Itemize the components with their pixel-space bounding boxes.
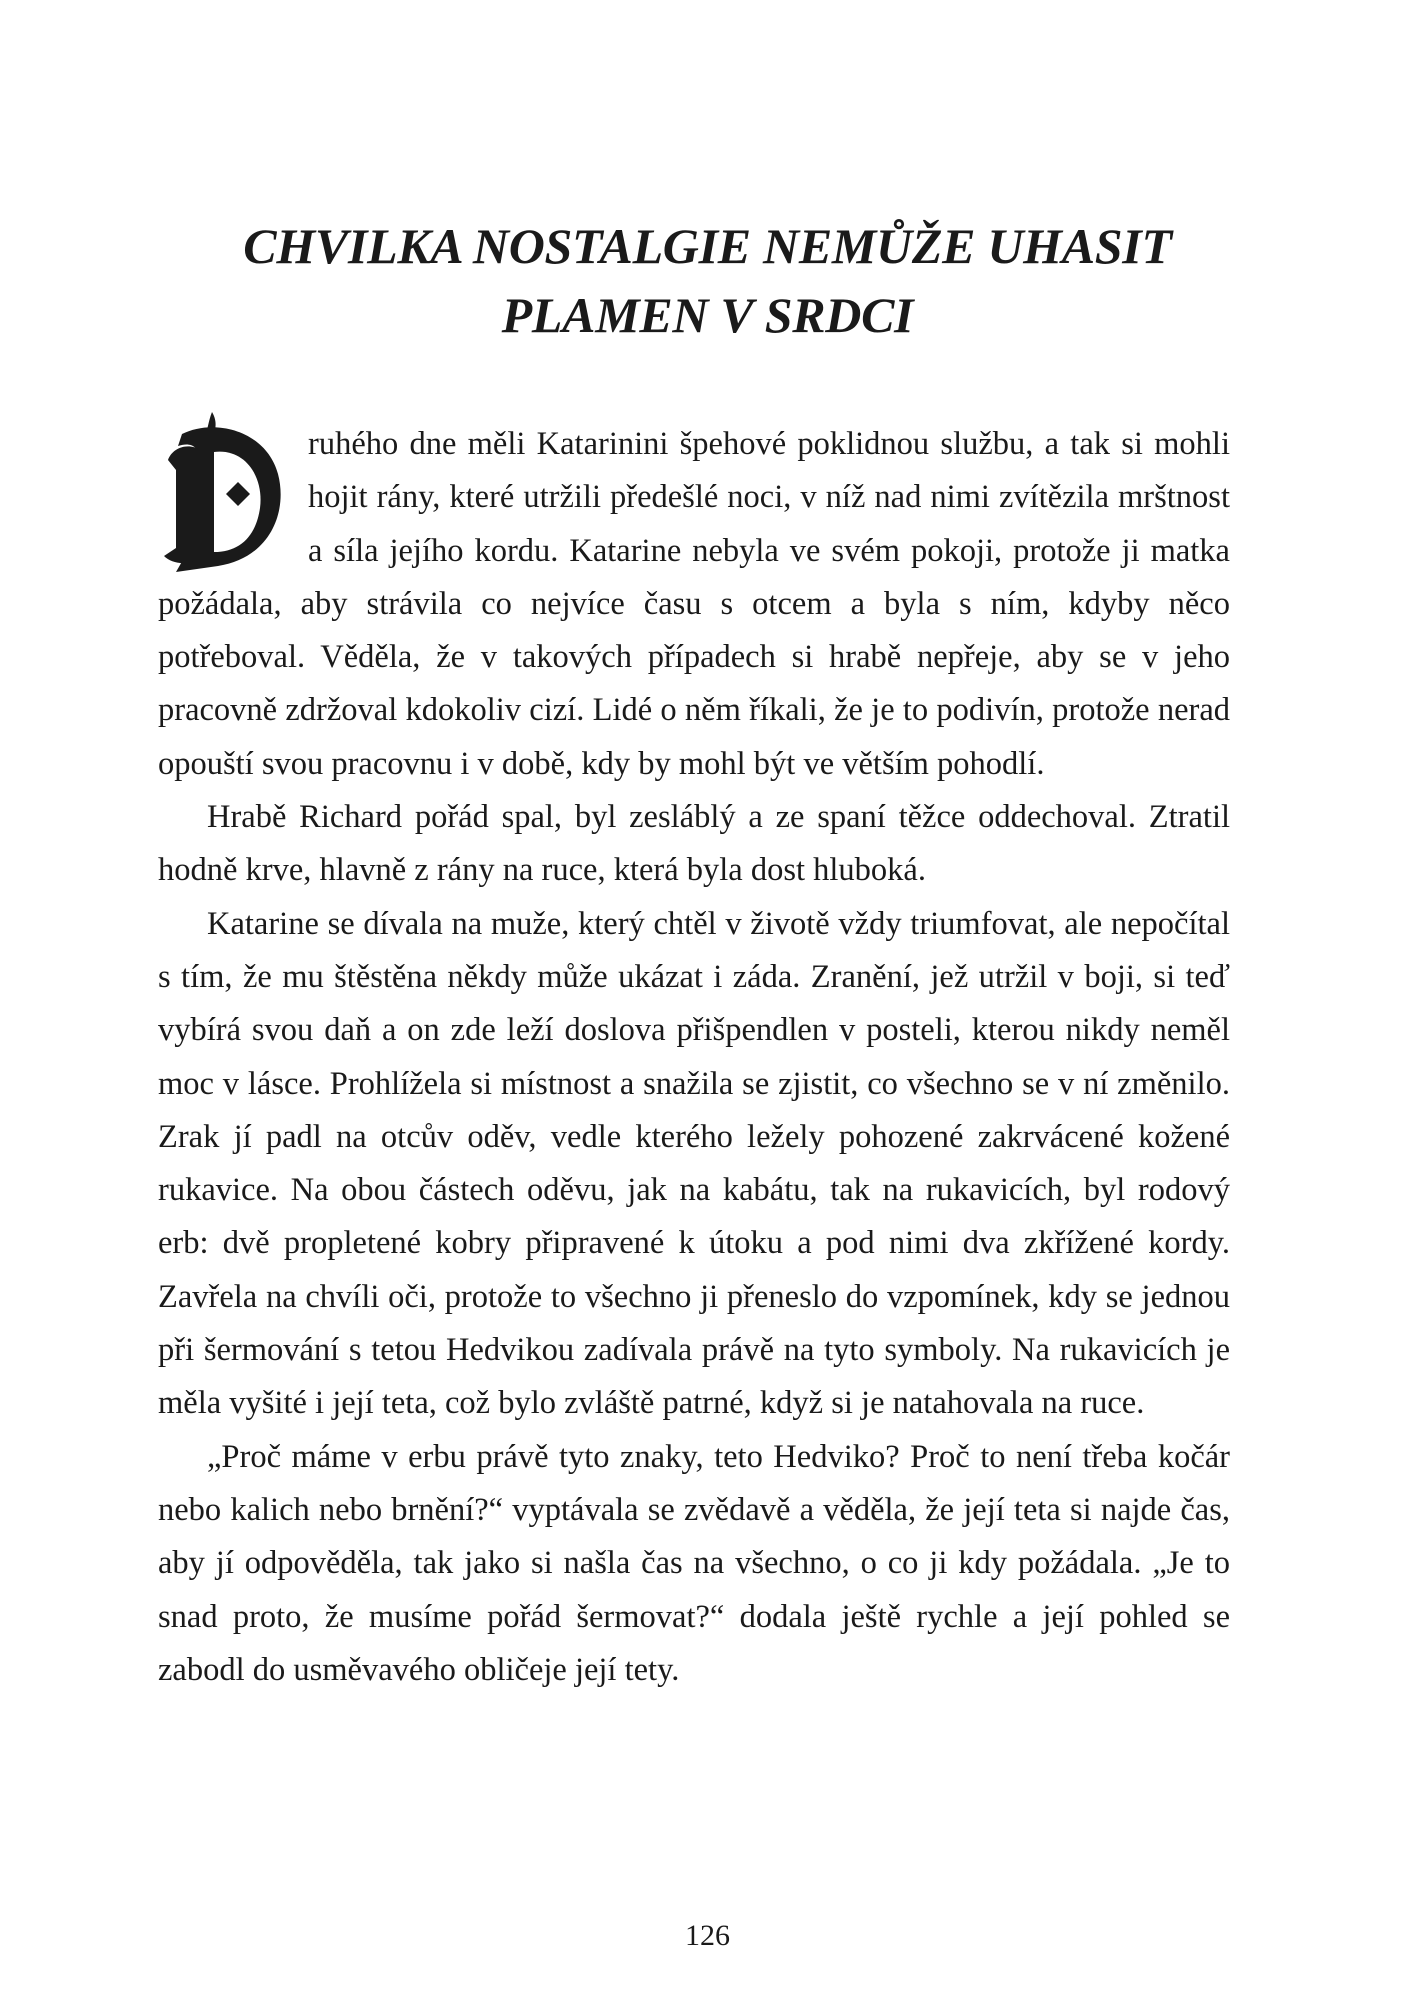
paragraph-1-text: ruhého dne měli Katarinini špehové poklidnou službu, a tak si mohli hojit rány, které utržili předešlé noci, v níž nad nimi zvítězila mrštnost a síla jejího kordu. Katarine nebyla ve svém pokoji, protože ji matka požádala, aby strávila co nejvíce času s otcem a byla s ním, kdyby něco potřeboval. Věděla, že v takových případech si hrabě nepřeje, aby se v jeho pracovně zdržoval kdokoliv cizí. Lidé o něm říkali, že je to podivín, protože nerad opouští svou pracovnu i v době, kdy by mohl být ve větším pohodlí. — [158, 426, 1230, 782]
drop-cap-d — [154, 408, 294, 576]
chapter-title-line-2: PLAMEN V SRDCI — [501, 286, 914, 343]
chapter-title-line-1: CHVILKA NOSTALGIE NEMŮŽE UHASIT — [243, 217, 1172, 274]
drop-cap-ornament-icon — [154, 408, 294, 576]
paragraph-3: Katarine se dívala na muže, který chtěl v životě vždy triumfovat, ale nepočítal s tím, že mu štěstěna někdy může ukázat i záda. Zranění, jež utržil v boji, si teď vybírá svou daň a on zde leží doslova přišpendlen v posteli, kterou nikdy neměl moc v lásce. Prohlížela si místnost a snažila se zjistit, co všechno se v ní změnilo. Zrak jí padl na otcův oděv, vedle kterého ležely pohozené zakrvácené kožené rukavice. Na obou částech oděvu, jak na kabátu, tak na rukavicích, byl rodový erb: dvě propletené kobry připravené k útoku a pod nimi dva zkřížené kordy. Zavřela na chvíli oči, protože to všechno ji přeneslo do vzpomínek, kdy se jednou při šermování s tetou Hedvikou zadívala právě na tyto symboly. Na rukavicích je měla vyšité i její teta, což bylo zvláště patrné, když si je natahovala na ruce. — [158, 905, 1230, 1422]
paragraph-1 — [158, 418, 1230, 791]
paragraph-2: Hrabě Richard pořád spal, byl zesláblý a ze spaní těžce oddechoval. Ztratil hodně krve, hlavně z rány na ruce, která byla dost hluboká. — [158, 799, 1230, 889]
body-text — [158, 418, 1230, 1697]
page-number: 126 — [685, 1919, 730, 1952]
chapter-title — [0, 212, 1415, 350]
paragraph-4: „Proč máme v erbu právě tyto znaky, teto Hedviko? Proč to není třeba kočár nebo kalich nebo brnění?“ vyptávala se zvědavě a věděla, že její teta si najde čas, aby jí odpověděla, tak jako si našla čas na všechno, o co ji kdy požádala. „Je to snad proto, že musíme pořád šermovat?“ dodala ještě rychle a její pohled se zabodl do usměvavého obličeje její tety. — [158, 1438, 1230, 1688]
